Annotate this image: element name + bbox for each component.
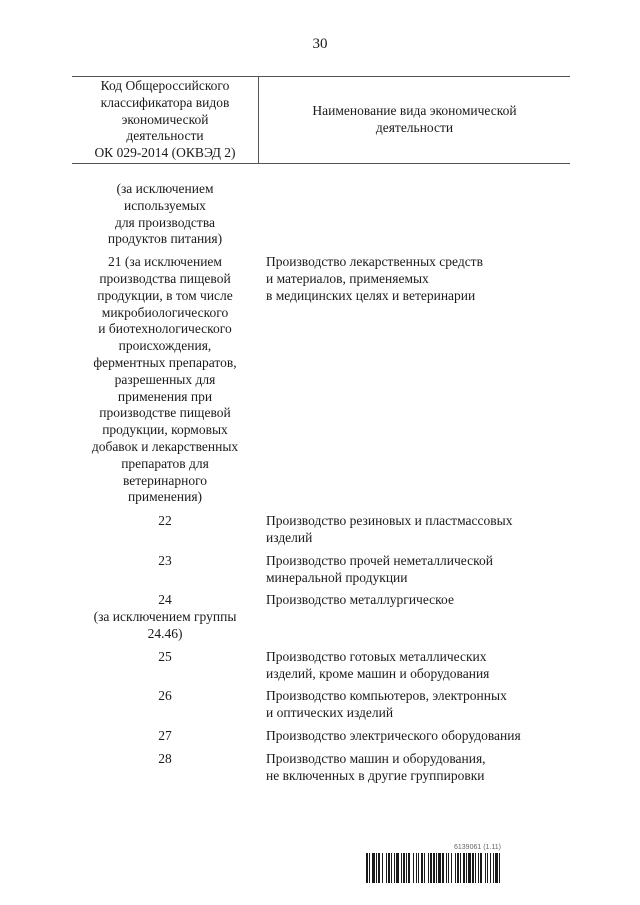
table-row	[72, 649, 570, 683]
row-name: Производство прочей неметаллической минеральной продукции	[266, 552, 493, 585]
table-body	[72, 181, 570, 784]
row-name: Производство машин и оборудования, не включенных в другие группировки	[266, 750, 486, 783]
row-name	[258, 181, 566, 248]
row-code: 25	[158, 648, 172, 664]
row-name: Производство компьютеров, электронных и оптических изделий	[266, 688, 507, 721]
header-code-title: Код Общероссийского классификатора видов экономической деятельности ОК 029-2014 (ОКВЭД 2)	[94, 78, 236, 161]
table-row	[72, 181, 570, 248]
table-row	[72, 553, 570, 587]
barcode-number: 6139061 (1.11)	[454, 844, 501, 851]
table-row	[72, 728, 570, 745]
row-code: 26	[158, 688, 172, 704]
table-header	[72, 76, 570, 164]
row-name: Производство электрического оборудования	[266, 727, 521, 743]
row-code: 22	[158, 513, 172, 529]
table-row	[72, 688, 570, 722]
table-row	[72, 254, 570, 506]
barcode	[366, 853, 604, 883]
table-row	[72, 751, 570, 785]
row-code: 28	[158, 750, 172, 766]
row-code: 24 (за исключением группы 24.46)	[93, 592, 237, 641]
table-row	[72, 513, 570, 547]
row-name: Производство резиновых и пластмассовых изделий	[266, 513, 513, 545]
row-code: (за исключением используемых для производства продуктов питания)	[107, 181, 223, 247]
header-name-title: Наименование вида экономической деятельности	[312, 103, 517, 135]
row-code: 27	[158, 727, 172, 743]
row-name: Производство лекарственных средств и материалов, применяемых в медицинских целях и ветеринарии	[266, 254, 483, 303]
page-number: 30	[312, 36, 328, 52]
table-row	[72, 592, 570, 642]
row-name: Производство металлургическое	[266, 592, 454, 608]
row-name: Производство готовых металлических изделий, кроме машин и оборудования	[266, 648, 490, 681]
row-code: 21 (за исключением производства пищевой продукции, в том числе микробиологического и биотехнологического происхождения, ферментных препаратов, разрешенных для применения при производстве пищевой продукции, кормовых добавок и лекарственных препаратов для ветеринарного применения)	[91, 254, 239, 505]
row-code: 23	[158, 552, 172, 568]
